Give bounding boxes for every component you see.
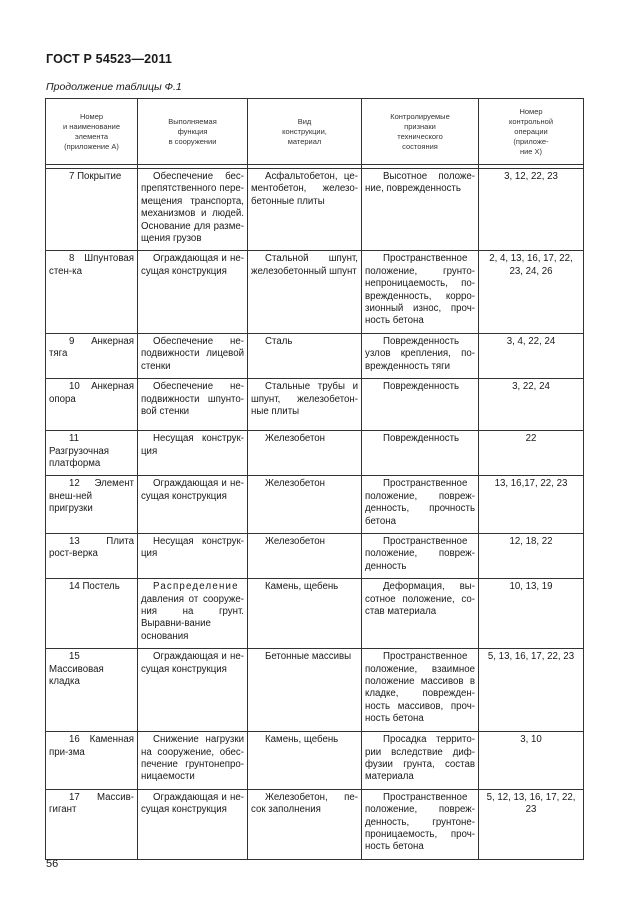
column-header: Номер контрольной операции (приложе- ние Х) xyxy=(479,99,584,165)
control-signs-cell: Поврежденность узлов крепления, по-врежденность тяги xyxy=(362,333,479,378)
control-signs-cell: Пространственное положение, повреж-денность xyxy=(362,533,479,578)
function-cell: Несущая конструк-ция xyxy=(138,533,248,578)
table-row xyxy=(46,431,584,476)
table-row xyxy=(46,579,584,649)
page-number: 56 xyxy=(46,858,59,870)
table-row xyxy=(46,379,584,431)
function-text: давления от сооруже-ния на грунт. Выравни-вание основания xyxy=(141,593,244,642)
function-cell: Ограждающая и не-сущая конструкция xyxy=(138,789,248,859)
control-signs-cell: Поврежденность xyxy=(362,431,479,476)
column-header: Выполняемая функция в сооружении xyxy=(138,99,248,165)
material-cell: Железобетон, пе-сок заполнения xyxy=(248,789,362,859)
element-name-cell: 15 Массивовая кладка xyxy=(46,649,138,732)
control-signs-cell: Высотное положе-ние, поврежденность xyxy=(362,169,479,251)
material-cell: Стальные трубы и шпунт, железобетон-ные плиты xyxy=(248,379,362,431)
operation-number-cell: 10, 13, 19 xyxy=(479,579,584,649)
operation-number-cell: 12, 18, 22 xyxy=(479,533,584,578)
element-name-cell: 7 Покрытие xyxy=(46,169,138,251)
material-cell: Бетонные массивы xyxy=(248,649,362,732)
control-signs-cell: Просадка террито-рии вследствие диф-фузии грунта, состав материала xyxy=(362,732,479,790)
material-cell: Железобетон xyxy=(248,476,362,534)
element-name-cell: 16 Каменная при-зма xyxy=(46,732,138,790)
material-cell: Камень, щебень xyxy=(248,732,362,790)
operation-number-cell: 3, 10 xyxy=(479,732,584,790)
column-header: Номер и наименование элемента (приложение А) xyxy=(46,99,138,165)
operation-number-cell: 5, 12, 13, 16, 17, 22, 23 xyxy=(479,789,584,859)
operation-number-cell: 5, 13, 16, 17, 22, 23 xyxy=(479,649,584,732)
material-cell: Стальной шпунт, железобетонный шпунт xyxy=(248,251,362,333)
operation-number-cell: 3, 12, 22, 23 xyxy=(479,169,584,251)
function-cell: Несущая конструк-ция xyxy=(138,431,248,476)
material-cell: Камень, щебень xyxy=(248,579,362,649)
table-row xyxy=(46,476,584,534)
material-cell: Железобетон xyxy=(248,431,362,476)
material-cell: Асфальтобетон, це-ментобетон, железо-бетонные плиты xyxy=(248,169,362,251)
operation-number-cell: 22 xyxy=(479,431,584,476)
function-cell: Обеспечение не-подвижности лицевой стенки xyxy=(138,333,248,378)
function-cell: Обеспечение не-подвижности шпунто-вой стенки xyxy=(138,379,248,431)
operation-number-cell: 3, 22, 24 xyxy=(479,379,584,431)
element-name-cell: 12 Элемент внеш-ней пригрузки xyxy=(46,476,138,534)
function-cell: Ограждающая и не-сущая конструкция xyxy=(138,649,248,732)
material-cell: Сталь xyxy=(248,333,362,378)
element-name-cell: 17 Массив-гигант xyxy=(46,789,138,859)
table-row xyxy=(46,533,584,578)
function-cell: Снижение нагрузки на сооружение, обес-печение грунтонепро-ницаемости xyxy=(138,732,248,790)
control-signs-cell: Пространственное положение, повреж-денность, грунтоне-проницаемость, проч-ность бетона xyxy=(362,789,479,859)
element-name-cell: 11 Разгрузочная платформа xyxy=(46,431,138,476)
control-signs-cell: Пространственное положение, взаимное положение массивов в кладке, поврежден-ность массивов, проч-ность бетона xyxy=(362,649,479,732)
function-cell xyxy=(138,579,248,649)
column-header: Вид конструкции, материал xyxy=(248,99,362,165)
inspection-table xyxy=(45,98,584,860)
control-signs-cell: Пространственное положение, повреж-денность, прочность бетона xyxy=(362,476,479,534)
table-row xyxy=(46,732,584,790)
operation-number-cell: 2, 4, 13, 16, 17, 22, 23, 24, 26 xyxy=(479,251,584,333)
control-signs-cell: Пространственное положение, грунто-непроницаемость, по-врежденность, корро-зионный износ, проч-ность бетона xyxy=(362,251,479,333)
table-row xyxy=(46,251,584,333)
table-row xyxy=(46,169,584,251)
table-row xyxy=(46,649,584,732)
element-name-cell: 13 Плита рост-верка xyxy=(46,533,138,578)
control-signs-cell: Деформация, вы-сотное положение, со-став материала xyxy=(362,579,479,649)
document-code: ГОСТ Р 54523—2011 xyxy=(46,52,173,66)
table-row xyxy=(46,789,584,859)
function-cell: Обеспечение бес-препятственного пере-мещения транспорта, механизмов и людей. Основание для разме-щения грузов xyxy=(138,169,248,251)
function-lead-text: Распределение xyxy=(153,581,239,593)
table-caption: Продолжение таблицы Ф.1 xyxy=(46,81,182,93)
element-name-cell: 9 Анкерная тяга xyxy=(46,333,138,378)
element-name-cell: 10 Анкерная опора xyxy=(46,379,138,431)
table-row xyxy=(46,333,584,378)
element-name-cell: 8 Шпунтовая стен-ка xyxy=(46,251,138,333)
operation-number-cell: 13, 16,17, 22, 23 xyxy=(479,476,584,534)
function-cell: Ограждающая и не-сущая конструкция xyxy=(138,476,248,534)
operation-number-cell: 3, 4, 22, 24 xyxy=(479,333,584,378)
control-signs-cell: Поврежденность xyxy=(362,379,479,431)
table-header-row xyxy=(46,99,584,165)
material-cell: Железобетон xyxy=(248,533,362,578)
element-name-cell: 14 Постель xyxy=(46,579,138,649)
function-cell: Ограждающая и не-сущая конструкция xyxy=(138,251,248,333)
column-header: Контролируемые признаки технического состояния xyxy=(362,99,479,165)
